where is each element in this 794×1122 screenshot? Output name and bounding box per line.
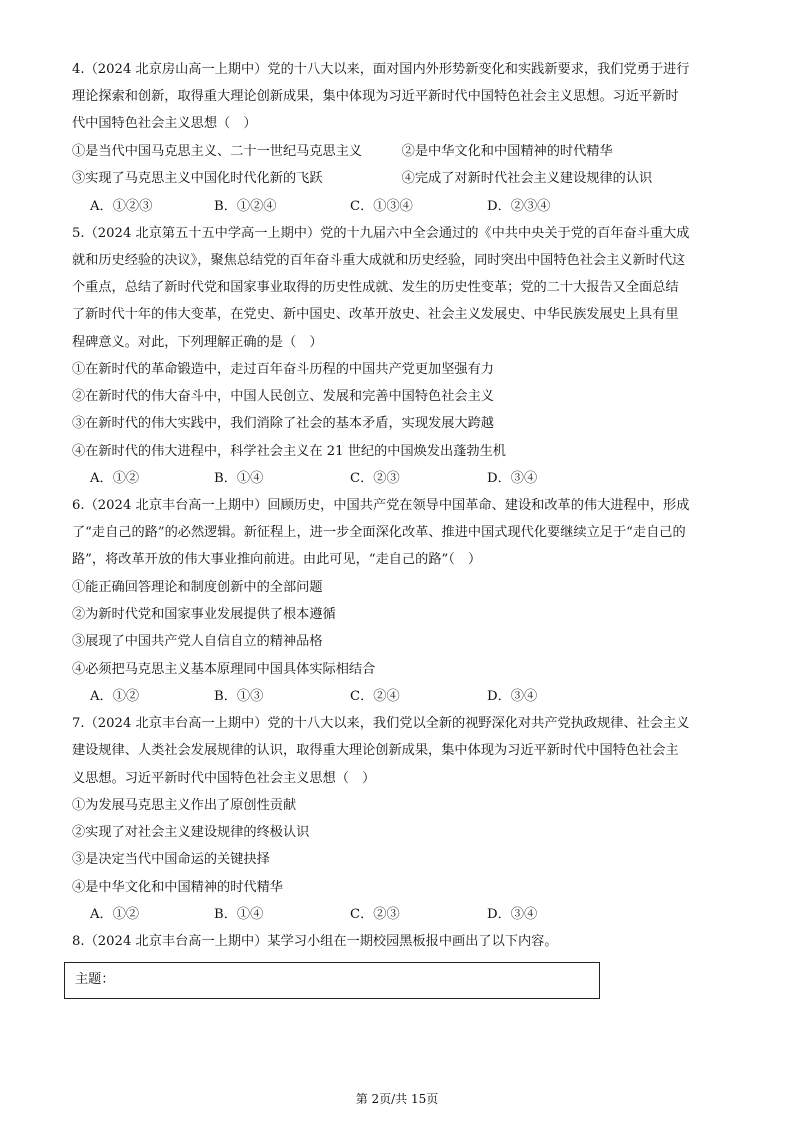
q7-line-1: 7.（2024 北京丰台高一上期中）党的十八大以来，我们党以全新的视野深化对共产党执政规律、社会主义	[72, 716, 690, 731]
q6-line-5: ②为新时代党和国家事业发展提供了根本遵循	[72, 607, 336, 622]
q6-option-c: C．②④	[350, 689, 400, 704]
theme-box-label: 主题：	[75, 972, 115, 987]
q4-option-a: A．①②③	[90, 199, 153, 214]
q6-line-3: 路”，将改革开放的伟大事业推向前进。由此可见，“走自己的路”（ ）	[72, 552, 482, 567]
q6-line-4: ①能正确回答理论和制度创新中的全部问题	[72, 580, 323, 595]
q5-option-c: C．②③	[350, 471, 400, 486]
q5-line-3: 个重点，总结了新时代党和国家事业取得的历史性成就、发生的历史性变革；党的二十大报告又全面总结	[72, 280, 679, 295]
q7-line-4: ①为发展马克思主义作出了原创性贡献	[72, 798, 297, 813]
q5-line-7: ②在新时代的伟大奋斗中，中国人民创立、发展和完善中国特色社会主义	[72, 389, 494, 404]
q4-option-d: D．②③④	[487, 199, 551, 214]
q6-line-1: 6.（2024 北京丰台高一上期中）回顾历史，中国共产党在领导中国革命、建设和改革的伟大进程中，形成	[72, 498, 690, 513]
q7-line-6: ③是决定当代中国命运的关键抉择	[72, 852, 270, 867]
q5-line-5: 程碑意义。对此，下列理解正确的是（ ）	[72, 335, 323, 350]
theme-box	[64, 962, 600, 999]
q5-option-a: A．①②	[90, 471, 140, 486]
q6-line-6: ③展现了中国共产党人自信自立的精神品格	[72, 634, 323, 649]
q4-line-5: ③实现了马克思主义中国化时代化新的飞跃 ④完成了对新时代社会主义建设规律的认识	[72, 171, 653, 186]
q5-line-6: ①在新时代的革命锻造中，走过百年奋斗历程的中国共产党更加坚强有力	[72, 362, 494, 377]
q7-line-3: 义思想。习近平新时代中国特色社会主义思想（ ）	[72, 771, 376, 786]
q7-option-c: C．②③	[350, 907, 400, 922]
page-footer: 第 2页/共 15页	[355, 1092, 439, 1106]
q7-option-d: D．③④	[487, 907, 538, 922]
q5-line-8: ③在新时代的伟大实践中，我们消除了社会的基本矛盾，实现发展大跨越	[72, 416, 494, 431]
q5-option-b: B．①④	[214, 471, 264, 486]
q5-line-2: 就和历史经验的决议》，聚焦总结党的百年奋斗重大成就和历史经验，同时突出中国特色社会主义新时代这	[72, 253, 686, 268]
q4-line-1: 4.（2024 北京房山高一上期中）党的十八大以来，面对国内外形势新变化和实践新要求，我们党勇于进行	[72, 62, 690, 77]
q6-option-a: A．①②	[90, 689, 140, 704]
q6-option-d: D．③④	[487, 689, 538, 704]
q6-line-2: 了“走自己的路”的必然逻辑。新征程上，进一步全面深化改革、推进中国式现代化要继续立足于“走自己的	[72, 525, 686, 540]
q4-option-c: C．①③④	[350, 199, 413, 214]
q6-option-b: B．①③	[214, 689, 264, 704]
q6-line-7: ④必须把马克思主义基本原理同中国具体实际相结合	[72, 662, 376, 677]
q5-line-9: ④在新时代的伟大进程中，科学社会主义在 21 世纪的中国焕发出蓬勃生机	[72, 444, 506, 459]
q4-line-4: ①是当代中国马克思主义、二十一世纪马克思主义 ②是中华文化和中国精神的时代精华	[72, 144, 613, 159]
q8-line-1: 8.（2024 北京丰台高一上期中）某学习小组在一期校园黑板报中画出了以下内容。	[72, 934, 558, 949]
q7-line-2: 建设规律、人类社会发展规律的认识，取得重大理论创新成果，集中体现为习近平新时代中国特色社会主	[72, 743, 679, 758]
q4-line-3: 代中国特色社会主义思想（ ）	[72, 116, 257, 131]
q7-option-b: B．①④	[214, 907, 264, 922]
q4-option-b: B．①②④	[214, 199, 277, 214]
q7-line-5: ②实现了对社会主义建设规律的终极认识	[72, 825, 310, 840]
q7-option-a: A．①②	[90, 907, 140, 922]
q5-line-1: 5.（2024 北京第五十五中学高一上期中）党的十九届六中全会通过的《中共中央关于党的百年奋斗重大成	[72, 226, 690, 241]
q7-line-7: ④是中华文化和中国精神的时代精华	[72, 880, 283, 895]
q4-line-2: 理论探索和创新，取得重大理论创新成果，集中体现为习近平新时代中国特色社会主义思想。习近平新时	[72, 89, 679, 104]
q5-option-d: D．③④	[487, 471, 538, 486]
q5-line-4: 了新时代十年的伟大变革，在党史、新中国史、改革开放史、社会主义发展史、中华民族发展史上具有里	[72, 307, 679, 322]
